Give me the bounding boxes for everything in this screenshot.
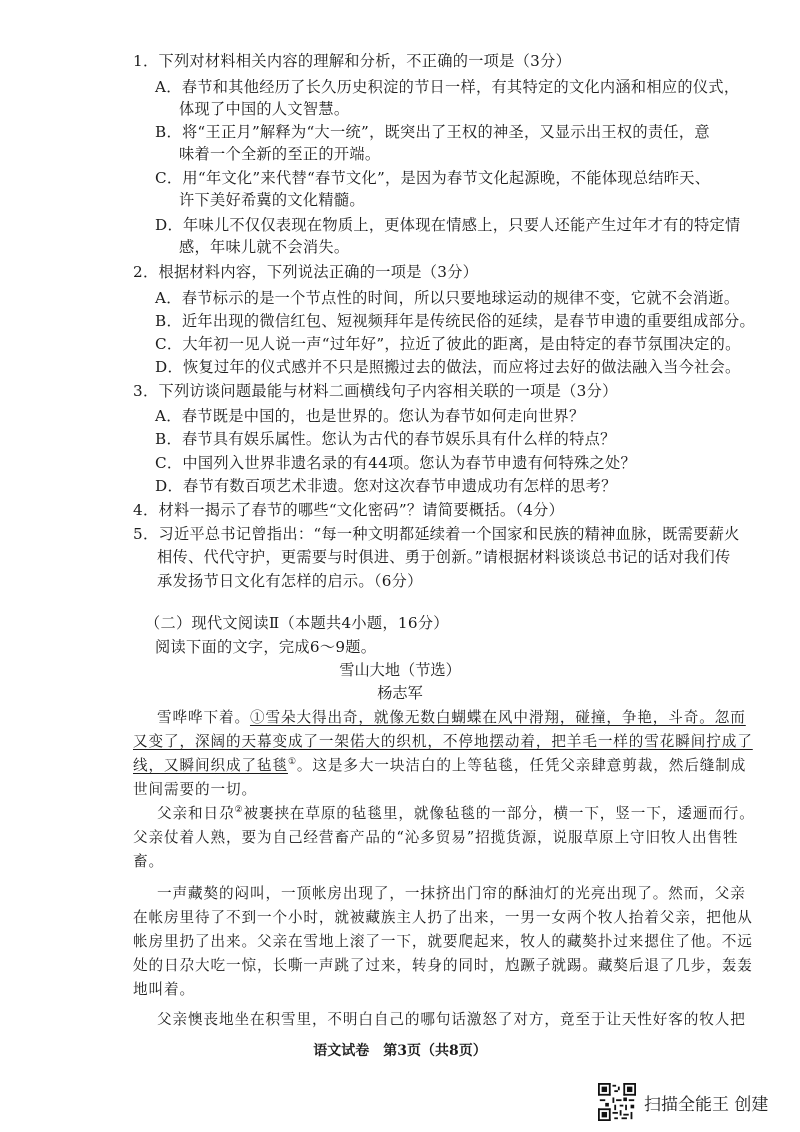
- passage-p1-line3: [133, 756, 746, 776]
- underlined-sentence-end: 线，又瞬间织成了毡毯: [133, 757, 288, 774]
- passage-p2-line2: 父亲仗着人熟，要为自己经营畜产品的“沁多贸易”招揽货源，说服草原上守旧牧人出售牲: [133, 829, 739, 846]
- passage-p2-line1: [157, 804, 755, 824]
- q3-option-b: B．春节具有娱乐属性。您认为古代的春节娱乐具有什么样的特点？: [155, 430, 616, 448]
- q1-stem: 1．下列对材料相关内容的理解和分析，不正确的一项是（3分）: [133, 52, 572, 70]
- q5-line3: 承发扬节日文化有怎样的启示。（6分）: [157, 572, 423, 590]
- underlined-sentence-1: ①雪朵大得出奇，就像无数白蝴蝶在风中滑翔，碰撞，争艳，斗奇。忽而: [249, 709, 746, 726]
- q3-stem: 3．下列访谈问题最能与材料二画横线句子内容相关联的一项是（3分）: [133, 382, 618, 400]
- section2-heading: （二）现代文阅读Ⅱ（本题共4小题，16分）: [145, 614, 449, 632]
- scanner-watermark-text: 扫描全能王 创建: [644, 1095, 769, 1115]
- q1-option-c-line1: C．用“年文化”来代替“春节文化”，是因为春节文化起源晚，不能体现总结昨天、: [155, 169, 711, 187]
- q2-option-c: C．大年初一见人说一声“过年好”，拉近了彼此的距离，是由特定的春节氛围决定的。: [155, 335, 741, 353]
- q1-option-b-line2: 味着一个全新的至正的开端。: [179, 145, 381, 163]
- q1-option-c-line2: 许下美好希冀的文化精髓。: [179, 191, 365, 209]
- passage-p4-line1: 父亲懊丧地坐在积雪里，不明白自己的哪句话激怒了对方，竟至于让天性好客的牧人把: [157, 1011, 746, 1028]
- passage-p1-line4: 世间需要的一切。: [133, 781, 257, 798]
- q1-option-a-line2: 体现了中国的人文智慧。: [179, 100, 350, 118]
- passage-p3-line4: 处的日尕大吃一惊，长嘶一声跳了过来，转身的同时，尥蹶子就踢。藏獒后退了几步，轰轰: [133, 957, 753, 974]
- q2-option-b: B．近年出现的微信红包、短视频拜年是传统民俗的延续，是春节申遗的重要组成部分。: [155, 312, 755, 330]
- footnote-marker-2: ②: [234, 805, 244, 816]
- qr-code-icon: [598, 1083, 636, 1121]
- page-footer: 语文试卷 第3页（共8页）: [313, 1043, 487, 1059]
- q2-stem: 2．根据材料内容，下列说法正确的一项是（3分）: [133, 263, 479, 281]
- passage-p3-line3: 帐房里扔了出来。父亲在雪地上滚了一下，就要爬起来，牧人的藏獒扑过来摁住了他。不远: [133, 933, 753, 950]
- q5-line2: 相传、代代守护，更需要与时俱进、勇于创新。”请根据材料谈谈总书记的话对我们传: [157, 548, 731, 566]
- q1-option-a-line1: A．春节和其他经历了长久历史积淀的节日一样，有其特定的文化内涵和相应的仪式，: [155, 78, 740, 96]
- passage-p2-line3: 畜。: [133, 853, 164, 870]
- q2-option-a: A．春节标示的是一个节点性的时间，所以只要地球运动的规律不变，它就不会消逝。: [155, 289, 740, 307]
- section2-instruction: 阅读下面的文字，完成6～9题。: [155, 638, 377, 656]
- passage-p3-line2: 在帐房里待了不到一个小时，就被藏族主人扔了出来，一男一女两个牧人抬着父亲，把他从: [133, 909, 753, 926]
- passage-p1-line2: 又变了，深阔的天幕变成了一架偌大的织机，不停地摆动着，把羊毛一样的雪花瞬间拧成了: [133, 733, 753, 750]
- passage-p1-line3-rest: 。这是多大一块洁白的上等毡毯，任凭父亲肆意剪裁，然后缝制成: [296, 757, 747, 774]
- passage-p1-line1: [157, 708, 746, 728]
- q4-stem: 4．材料一揭示了春节的哪些“文化密码”？请简要概括。（4分）: [133, 501, 565, 519]
- passage-p1-line1-plain: 雪哗哗下着。: [157, 709, 250, 726]
- q3-option-d: D．春节有数百项艺术非遗。您对这次春节申遗成功有怎样的思考？: [155, 477, 617, 495]
- q1-option-b-line1: B．将“王正月”解释为“大一统”，既突出了王权的神圣，又显示出王权的责任，意: [155, 123, 710, 141]
- q3-option-c: C．中国列入世界非遗名录的有44项。您认为春节申遗有何特殊之处？: [155, 454, 636, 472]
- q1-option-d-line1: D．年味儿不仅仅表现在物质上，更体现在情感上，只要人还能产生过年才有的特定情: [155, 216, 741, 234]
- passage-title: 雪山大地（节选）: [339, 661, 461, 679]
- passage-p2-line1-rest: 被裹挟在草原的毡毯里，就像毡毯的一部分，横一下，竖一下，逶逦而行。: [243, 805, 755, 822]
- q3-option-a: A．春节既是中国的，也是世界的。您认为春节如何走向世界？: [155, 407, 585, 425]
- q5-line1: 5．习近平总书记曾指出：“每一种文明都延续着一个国家和民族的精神血脉，既需要薪火: [133, 525, 740, 543]
- footnote-marker-1: ①: [287, 757, 297, 768]
- q2-option-d: D．恢复过年的仪式感并不只是照搬过去的做法，而应将过去好的做法融入当今社会。: [155, 358, 741, 376]
- passage-p3-line5: 地叫着。: [133, 981, 195, 998]
- q1-option-d-line2: 感，年味儿就不会消失。: [179, 238, 350, 256]
- passage-author: 杨志军: [377, 684, 423, 702]
- passage-p3-line1: 一声藏獒的闷叫，一顶帐房出现了，一抹挤出门帘的酥油灯的光亮出现了。然而，父亲: [157, 885, 746, 902]
- passage-p2-line1-start: 父亲和日尕: [157, 805, 235, 822]
